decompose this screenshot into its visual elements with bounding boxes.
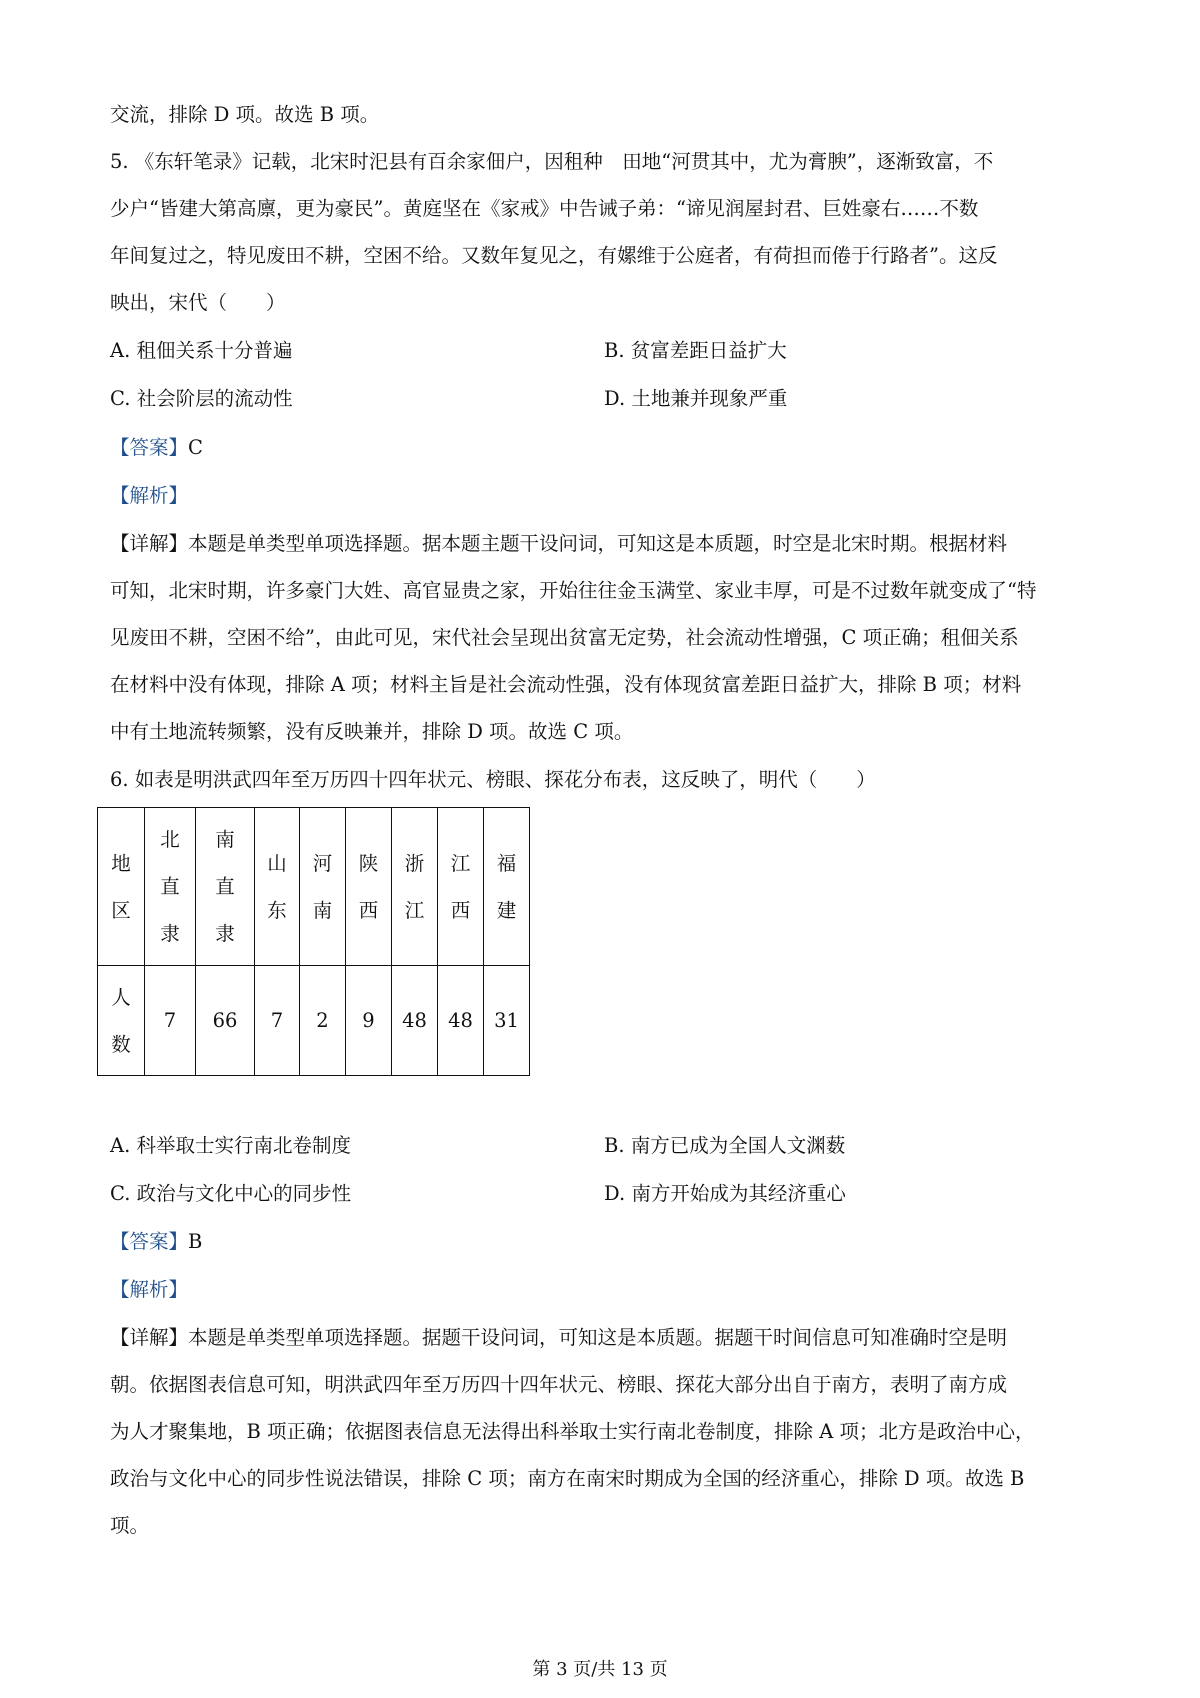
q5-detail-line-3: 见废田不耕，空困不给”，由此可见，宋代社会呈现出贫富无定势，社会流动性增强，C 项正确；租佃关系 [110,626,1019,649]
count-cell: 66 [196,966,255,1076]
q6-answer [110,1230,202,1254]
answer-tag: 【答案】 [110,436,189,459]
vertical-char: 人 [111,985,131,1009]
q5-stem-line-1: 5. 《东轩笔录》记载，北宋时汜县有百余家佃户，因租种 田地“河贯其中，尤为膏腴”，逐渐致富，不 [110,150,994,173]
vertical-char: 北 [160,828,180,851]
vertical-text [160,816,180,957]
vertical-char: 福 [496,851,517,875]
vertical-char: 数 [111,1032,131,1056]
q6-option-b: B. 南方已成为全国人文渊薮 [604,1134,846,1157]
count-cell: 7 [145,966,196,1076]
vertical-char: 西 [358,898,379,922]
vertical-char: 直 [215,875,235,898]
q6-detail-line-1: 【详解】本题是单类型单项选择题。据题干设问词，可知这是本质题。据题干时间信息可知准确时空是明 [110,1326,1008,1349]
vertical-char: 南 [215,828,235,851]
vertical-text [267,840,287,934]
vertical-char: 浙 [404,851,425,875]
q6-option-d: D. 南方开始成为其经济重心 [604,1182,846,1205]
vertical-char: 东 [267,898,287,922]
q5-answer [110,436,203,460]
distribution-table [97,807,530,1076]
region-cell [484,808,530,966]
vertical-char: 江 [404,898,425,922]
q6-analysis-tag: 【解析】 [110,1278,189,1301]
vertical-text [497,840,517,934]
vertical-char: 直 [160,875,180,898]
vertical-text [313,840,333,934]
answer-tag: 【答案】 [110,1230,189,1253]
q4-conclusion: 交流，排除 D 项。故选 B 项。 [110,103,380,126]
vertical-text [359,840,379,934]
q5-detail-line-2: 可知，北宋时期，许多豪门大姓、高官显贵之家，开始往往金玉满堂、家业丰厚，可是不过数年就变成了“特 [110,579,1037,602]
vertical-char: 南 [312,898,333,922]
q5-option-c: C. 社会阶层的流动性 [110,387,293,410]
row-label-region [98,808,145,966]
count-cell: 48 [438,966,484,1076]
q6-option-a: A. 科举取士实行南北卷制度 [110,1134,351,1157]
vertical-char: 陕 [358,851,379,875]
q5-option-a: A. 租佃关系十分普遍 [110,339,293,362]
q6-detail-line-5: 项。 [110,1514,150,1537]
q5-stem-line-3: 年间复过之，特见废田不耕，空困不给。又数年复见之，有嫘维于公庭者，有荷担而倦于行路者”。这反 [110,244,998,267]
row-label-count [98,966,145,1076]
vertical-char: 区 [111,898,131,922]
table-row-counts [98,966,530,1076]
q6-detail-line-4: 政治与文化中心的同步性说法错误，排除 C 项；南方在南宋时期成为全国的经济重心，排除 D 项。故选 B [110,1467,1025,1490]
region-cell [438,808,484,966]
vertical-char: 建 [496,898,517,922]
count-cell: 2 [300,966,346,1076]
page-footer: 第 3 页/共 13 页 [532,1659,668,1680]
count-cell: 7 [255,966,300,1076]
q5-option-b: B. 贫富差距日益扩大 [604,339,787,362]
region-cell [145,808,196,966]
vertical-char: 隶 [215,922,235,945]
answer-value: B [188,1230,203,1253]
vertical-char: 西 [450,898,471,922]
q6-detail-line-2: 朝。依据图表信息可知，明洪武四年至万历四十四年状元、榜眼、探花大部分出自于南方，表明了南方成 [110,1373,1008,1396]
region-cell [300,808,346,966]
q6-option-c: C. 政治与文化中心的同步性 [110,1182,352,1205]
vertical-char: 江 [450,851,471,875]
q5-detail-line-5: 中有土地流转频繁，没有反映兼并，排除 D 项。故选 C 项。 [110,720,634,743]
vertical-text [111,840,131,934]
vertical-char: 河 [312,851,333,875]
vertical-text [111,974,131,1068]
q5-analysis-tag: 【解析】 [110,484,189,507]
vertical-text [215,816,235,957]
q5-detail-line-1: 【详解】本题是单类型单项选择题。据本题主题干设问词，可知这是本质题，时空是北宋时期。根据材料 [110,532,1008,555]
vertical-char: 隶 [160,922,180,945]
region-cell [255,808,300,966]
answer-value: C [188,436,203,459]
count-cell: 48 [392,966,438,1076]
q5-detail-line-4: 在材料中没有体现，排除 A 项；材料主旨是社会流动性强，没有体现贫富差距日益扩大，排除 B 项；材料 [110,673,1022,696]
region-cell [392,808,438,966]
q5-stem-line-4: 映出，宋代（ ） [110,291,286,314]
vertical-text [451,840,471,934]
q6-stem: 6. 如表是明洪武四年至万历四十四年状元、榜眼、探花分布表，这反映了，明代（ ） [110,768,876,791]
count-cell: 9 [346,966,392,1076]
vertical-char: 山 [267,851,287,875]
region-cell [196,808,255,966]
count-cell: 31 [484,966,530,1076]
q5-option-d: D. 土地兼并现象严重 [604,387,788,410]
q6-detail-line-3: 为人才聚集地，B 项正确；依据图表信息无法得出科举取士实行南北卷制度，排除 A 项；北方是政治中心， [110,1420,1035,1443]
vertical-text [405,840,425,934]
region-cell [346,808,392,966]
q5-stem-line-2: 少户“皆建大第高廪，更为豪民”。黄庭坚在《家戒》中告诫子弟：“谛见润屋封君、巨姓豪右……不数 [110,197,979,220]
table-row-regions [98,808,530,966]
vertical-char: 地 [111,851,131,875]
